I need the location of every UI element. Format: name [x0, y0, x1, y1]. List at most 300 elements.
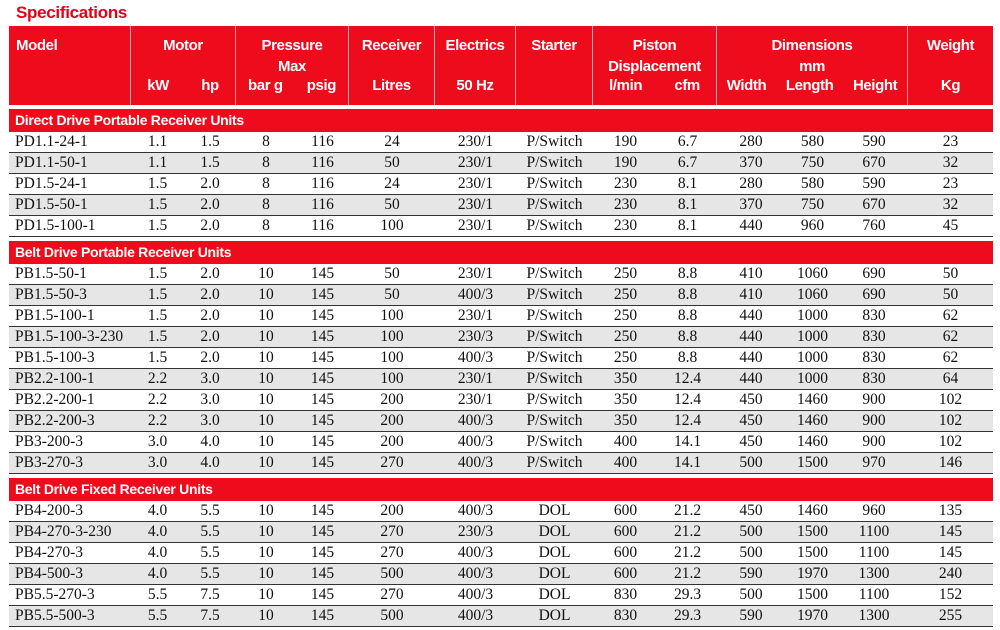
- table-row: [9, 285, 993, 306]
- cell-width: 280: [739, 175, 763, 192]
- cell-height: 1100: [858, 523, 890, 540]
- header-max: Max: [278, 58, 306, 75]
- cell-kw: 2.2: [147, 412, 168, 429]
- cell-l-min: 400: [613, 454, 638, 471]
- cell-weight: 146: [938, 454, 963, 471]
- cell-height: 690: [862, 265, 886, 282]
- cell-cfm: 14.1: [673, 433, 702, 450]
- cell-hp: 5.5: [200, 565, 220, 582]
- header-dimensions-label: Dimensions: [771, 37, 853, 54]
- cell-model: PD1.1-24-1: [15, 133, 88, 150]
- cell-height: 760: [862, 217, 886, 234]
- cell-cfm: 21.2: [673, 565, 702, 582]
- cell-width: 450: [739, 412, 763, 429]
- cell-model: PD1.5-50-1: [15, 196, 88, 213]
- table-row: [9, 522, 993, 543]
- cell-height: 830: [862, 370, 886, 387]
- cell-bar-g: 10: [258, 307, 274, 324]
- header-model: [9, 26, 131, 105]
- cell-l-min: 830: [613, 607, 638, 624]
- cell-hp: 5.5: [200, 523, 220, 540]
- cell-hp: 2.0: [200, 175, 220, 192]
- cell-hp: 4.0: [200, 454, 220, 471]
- cell-psig: 145: [310, 265, 335, 282]
- cell-litres: 270: [380, 544, 404, 561]
- cell-starter: P/Switch: [526, 217, 583, 234]
- cell-bar-g: 10: [258, 454, 274, 471]
- cell-psig: 116: [311, 175, 334, 192]
- cell-hp: 5.5: [200, 544, 220, 561]
- cell-l-min: 230: [613, 175, 638, 192]
- cell-psig: 145: [310, 328, 335, 345]
- cell-electrics: 230/1: [457, 133, 494, 150]
- section-header: Belt Drive Fixed Receiver Units: [9, 478, 993, 501]
- header-width: Width: [726, 77, 767, 94]
- cell-litres: 270: [380, 454, 404, 471]
- cell-height: 970: [862, 454, 886, 471]
- section-header: Direct Drive Portable Receiver Units: [9, 109, 993, 132]
- cell-l-min: 600: [613, 565, 638, 582]
- cell-bar-g: 10: [258, 607, 274, 624]
- cell-cfm: 8.8: [677, 286, 698, 303]
- header-model-label: Model: [16, 37, 58, 54]
- cell-width: 370: [739, 196, 763, 213]
- cell-cfm: 14.1: [673, 454, 702, 471]
- cell-length: 1500: [797, 586, 828, 603]
- cell-starter: P/Switch: [526, 286, 583, 303]
- cell-starter: P/Switch: [526, 265, 583, 282]
- cell-model: PB4-270-3-230: [15, 523, 112, 540]
- cell-hp: 2.0: [200, 328, 220, 345]
- cell-kw: 2.2: [147, 370, 168, 387]
- cell-litres: 24: [384, 175, 400, 192]
- cell-model: PD1.1-50-1: [15, 154, 88, 171]
- cell-hp: 1.5: [200, 154, 220, 171]
- cell-electrics: 400/3: [457, 586, 494, 603]
- cell-cfm: 12.4: [673, 370, 702, 387]
- cell-bar-g: 10: [258, 523, 274, 540]
- header-motor-label: Motor: [163, 37, 203, 54]
- cell-model: PB1.5-50-1: [15, 265, 87, 282]
- cell-bar-g: 8: [262, 217, 270, 234]
- header-piston-label: Piston: [632, 37, 677, 54]
- cell-electrics: 400/3: [457, 544, 494, 561]
- cell-length: 750: [800, 154, 825, 171]
- cell-starter: P/Switch: [526, 412, 583, 429]
- cell-l-min: 250: [613, 349, 638, 366]
- cell-kw: 2.2: [147, 391, 168, 408]
- cell-l-min: 250: [613, 286, 638, 303]
- header-kw: kW: [147, 77, 169, 94]
- cell-width: 500: [739, 454, 763, 471]
- cell-length: 1460: [797, 412, 828, 429]
- cell-kw: 1.1: [147, 154, 168, 171]
- cell-litres: 50: [384, 265, 400, 282]
- cell-litres: 500: [380, 607, 404, 624]
- cell-cfm: 12.4: [673, 412, 702, 429]
- specifications-table: [9, 26, 993, 627]
- cell-weight: 102: [938, 412, 963, 429]
- header-hz: 50 Hz: [456, 77, 494, 94]
- cell-length: 1970: [797, 607, 828, 624]
- cell-bar-g: 10: [258, 433, 274, 450]
- cell-bar-g: 10: [258, 328, 274, 345]
- cell-litres: 100: [380, 370, 404, 387]
- cell-bar-g: 8: [262, 133, 270, 150]
- cell-starter: DOL: [538, 502, 571, 519]
- cell-model: PB1.5-100-3-230: [15, 328, 124, 345]
- cell-psig: 145: [310, 607, 335, 624]
- cell-hp: 4.0: [200, 433, 220, 450]
- cell-bar-g: 8: [262, 154, 270, 171]
- cell-length: 1460: [797, 391, 828, 408]
- cell-width: 370: [739, 154, 763, 171]
- header-starter-label: Starter: [531, 37, 577, 54]
- cell-psig: 145: [310, 454, 335, 471]
- cell-bar-g: 10: [258, 286, 274, 303]
- cell-weight: 50: [942, 265, 959, 282]
- table-row: [9, 606, 993, 627]
- cell-electrics: 230/1: [457, 175, 494, 192]
- header-length: Length: [785, 77, 834, 94]
- cell-weight: 62: [942, 307, 959, 324]
- header-weight: [908, 26, 993, 105]
- table-row: [9, 264, 993, 285]
- cell-l-min: 230: [613, 196, 638, 213]
- cell-psig: 145: [310, 370, 335, 387]
- cell-starter: P/Switch: [526, 391, 583, 408]
- table-body: [9, 109, 993, 627]
- cell-width: 500: [739, 586, 763, 603]
- cell-height: 900: [862, 412, 886, 429]
- cell-width: 440: [739, 307, 763, 324]
- cell-starter: P/Switch: [526, 154, 583, 171]
- cell-electrics: 230/3: [457, 523, 494, 540]
- cell-litres: 270: [380, 523, 404, 540]
- cell-cfm: 6.7: [677, 133, 698, 150]
- cell-height: 1300: [858, 607, 890, 624]
- header-cfm: cfm: [674, 77, 700, 94]
- cell-cfm: 6.7: [677, 154, 698, 171]
- cell-l-min: 250: [613, 328, 638, 345]
- cell-psig: 116: [311, 217, 334, 234]
- cell-cfm: 8.1: [677, 196, 698, 213]
- header-height: Height: [852, 77, 898, 94]
- cell-cfm: 8.1: [677, 217, 698, 234]
- cell-cfm: 21.2: [673, 544, 702, 561]
- cell-width: 590: [739, 565, 763, 582]
- cell-bar-g: 10: [258, 370, 274, 387]
- header-lmin: l/min: [609, 77, 643, 94]
- cell-width: 500: [739, 523, 763, 540]
- cell-bar-g: 10: [258, 349, 274, 366]
- table-row: [9, 411, 993, 432]
- cell-electrics: 400/3: [457, 502, 494, 519]
- cell-model: PB1.5-100-3: [15, 349, 95, 366]
- cell-hp: 2.0: [200, 307, 220, 324]
- table-row: [9, 153, 993, 174]
- cell-cfm: 8.8: [677, 349, 698, 366]
- cell-model: PB3-200-3: [15, 433, 84, 450]
- cell-starter: P/Switch: [526, 328, 583, 345]
- cell-width: 440: [739, 217, 763, 234]
- cell-starter: P/Switch: [526, 349, 583, 366]
- cell-electrics: 230/1: [457, 370, 494, 387]
- cell-weight: 102: [938, 433, 963, 450]
- cell-electrics: 230/1: [457, 265, 494, 282]
- cell-hp: 5.5: [200, 502, 220, 519]
- table-row: [9, 195, 993, 216]
- table-row: [9, 501, 993, 522]
- cell-model: PB2.2-100-1: [15, 370, 95, 387]
- header-dimensions: [717, 26, 908, 105]
- header-weight-label: Weight: [926, 37, 975, 54]
- cell-model: PB5.5-270-3: [15, 586, 95, 603]
- cell-psig: 145: [310, 544, 335, 561]
- cell-l-min: 350: [613, 412, 638, 429]
- header-hp: hp: [201, 77, 219, 94]
- cell-litres: 200: [380, 412, 404, 429]
- cell-electrics: 400/3: [457, 349, 494, 366]
- cell-kw: 4.0: [147, 544, 168, 561]
- cell-kw: 5.5: [147, 586, 168, 603]
- cell-cfm: 29.3: [673, 586, 702, 603]
- cell-cfm: 29.3: [673, 607, 702, 624]
- cell-electrics: 400/3: [457, 454, 494, 471]
- cell-weight: 255: [938, 607, 963, 624]
- cell-kw: 1.5: [147, 196, 168, 213]
- cell-l-min: 350: [613, 391, 638, 408]
- cell-height: 670: [862, 196, 886, 213]
- cell-electrics: 230/1: [457, 307, 494, 324]
- cell-electrics: 230/1: [457, 196, 494, 213]
- cell-length: 1060: [797, 265, 828, 282]
- cell-length: 1460: [797, 502, 828, 519]
- cell-cfm: 21.2: [673, 523, 702, 540]
- cell-litres: 100: [380, 307, 404, 324]
- cell-model: PB3-270-3: [15, 454, 84, 471]
- cell-length: 960: [800, 217, 825, 234]
- cell-model: PB5.5-500-3: [15, 607, 95, 624]
- cell-litres: 100: [380, 217, 404, 234]
- cell-weight: 32: [942, 196, 959, 213]
- cell-width: 500: [739, 544, 763, 561]
- cell-length: 1000: [797, 328, 828, 345]
- cell-model: PB4-270-3: [15, 544, 84, 561]
- header-electrics-label: Electrics: [445, 37, 505, 54]
- table-row: [9, 390, 993, 411]
- cell-l-min: 190: [613, 154, 638, 171]
- header-receiver-label: Receiver: [361, 37, 422, 54]
- cell-kw: 4.0: [147, 523, 168, 540]
- table-row: [9, 564, 993, 585]
- cell-model: PD1.5-100-1: [15, 217, 96, 234]
- cell-starter: DOL: [538, 523, 571, 540]
- cell-litres: 50: [384, 286, 400, 303]
- cell-kw: 1.1: [147, 133, 168, 150]
- cell-psig: 145: [310, 286, 335, 303]
- cell-kw: 3.0: [147, 433, 168, 450]
- table-row: [9, 174, 993, 195]
- cell-electrics: 400/3: [457, 433, 494, 450]
- cell-weight: 145: [938, 544, 963, 561]
- cell-weight: 23: [942, 175, 959, 192]
- table-row: [9, 327, 993, 348]
- cell-kw: 1.5: [147, 265, 168, 282]
- header-barg: bar g: [248, 77, 283, 94]
- cell-psig: 145: [310, 391, 335, 408]
- cell-hp: 7.5: [200, 586, 220, 603]
- cell-electrics: 230/1: [457, 154, 494, 171]
- cell-psig: 145: [310, 523, 335, 540]
- cell-bar-g: 10: [258, 265, 274, 282]
- cell-hp: 2.0: [200, 196, 220, 213]
- cell-hp: 7.5: [200, 607, 220, 624]
- cell-l-min: 190: [613, 133, 638, 150]
- cell-psig: 116: [311, 154, 334, 171]
- cell-l-min: 600: [613, 523, 638, 540]
- cell-starter: DOL: [538, 586, 571, 603]
- cell-litres: 270: [380, 586, 404, 603]
- cell-cfm: 8.8: [677, 307, 698, 324]
- cell-cfm: 21.2: [673, 502, 702, 519]
- cell-height: 830: [862, 307, 886, 324]
- cell-model: PB1.5-100-1: [15, 307, 95, 324]
- cell-kw: 1.5: [147, 175, 168, 192]
- cell-width: 440: [739, 370, 763, 387]
- cell-electrics: 400/3: [457, 286, 494, 303]
- cell-height: 1100: [858, 586, 890, 603]
- cell-length: 1460: [797, 433, 828, 450]
- cell-model: PB1.5-50-3: [15, 286, 87, 303]
- cell-height: 830: [862, 328, 886, 345]
- cell-height: 960: [862, 502, 886, 519]
- cell-width: 440: [739, 328, 763, 345]
- header-pressure-label: Pressure: [261, 37, 323, 54]
- header-receiver: [349, 26, 435, 105]
- cell-starter: P/Switch: [526, 196, 583, 213]
- cell-model: PD1.5-24-1: [15, 175, 88, 192]
- cell-weight: 62: [942, 328, 959, 345]
- cell-hp: 1.5: [200, 133, 220, 150]
- cell-starter: P/Switch: [526, 133, 583, 150]
- cell-width: 450: [739, 391, 763, 408]
- cell-cfm: 8.8: [677, 265, 698, 282]
- cell-weight: 102: [938, 391, 963, 408]
- cell-litres: 100: [380, 349, 404, 366]
- cell-kw: 1.5: [147, 217, 168, 234]
- cell-litres: 200: [380, 391, 404, 408]
- cell-weight: 62: [942, 349, 959, 366]
- cell-psig: 145: [310, 412, 335, 429]
- table-row: [9, 306, 993, 327]
- cell-litres: 100: [380, 328, 404, 345]
- cell-litres: 200: [380, 433, 404, 450]
- cell-l-min: 350: [613, 370, 638, 387]
- cell-electrics: 400/3: [457, 607, 494, 624]
- cell-width: 440: [739, 349, 763, 366]
- cell-hp: 3.0: [200, 412, 220, 429]
- cell-height: 590: [862, 175, 886, 192]
- cell-length: 1970: [797, 565, 828, 582]
- cell-width: 450: [739, 433, 763, 450]
- cell-l-min: 250: [613, 265, 638, 282]
- cell-psig: 145: [310, 433, 335, 450]
- cell-height: 1300: [858, 565, 890, 582]
- table-row: [9, 348, 993, 369]
- cell-model: PB4-200-3: [15, 502, 84, 519]
- cell-kw: 4.0: [147, 502, 168, 519]
- cell-psig: 116: [311, 196, 334, 213]
- cell-l-min: 250: [613, 307, 638, 324]
- table-row: [9, 585, 993, 606]
- cell-litres: 500: [380, 565, 404, 582]
- cell-cfm: 8.8: [677, 328, 698, 345]
- cell-weight: 135: [938, 502, 963, 519]
- table-row: [9, 432, 993, 453]
- cell-starter: DOL: [538, 607, 571, 624]
- page-title: Specifications: [16, 3, 128, 22]
- cell-height: 900: [862, 433, 886, 450]
- table-row: [9, 132, 993, 153]
- cell-length: 750: [800, 196, 825, 213]
- cell-l-min: 830: [613, 586, 638, 603]
- cell-model: PB2.2-200-1: [15, 391, 95, 408]
- cell-weight: 32: [942, 154, 959, 171]
- cell-l-min: 400: [613, 433, 638, 450]
- cell-bar-g: 10: [258, 586, 274, 603]
- cell-litres: 24: [384, 133, 400, 150]
- cell-length: 580: [800, 133, 825, 150]
- cell-starter: P/Switch: [526, 370, 583, 387]
- cell-l-min: 230: [613, 217, 638, 234]
- cell-psig: 145: [310, 349, 335, 366]
- cell-kw: 1.5: [147, 328, 168, 345]
- cell-height: 900: [862, 391, 886, 408]
- cell-starter: P/Switch: [526, 307, 583, 324]
- cell-psig: 116: [311, 133, 334, 150]
- cell-weight: 152: [938, 586, 963, 603]
- cell-height: 1100: [858, 544, 890, 561]
- cell-length: 1500: [797, 523, 828, 540]
- cell-hp: 2.0: [200, 265, 220, 282]
- header-starter: [516, 26, 593, 105]
- cell-width: 280: [739, 133, 763, 150]
- cell-hp: 2.0: [200, 217, 220, 234]
- cell-weight: 64: [942, 370, 959, 387]
- cell-bar-g: 10: [258, 391, 274, 408]
- cell-litres: 200: [380, 502, 404, 519]
- cell-kw: 5.5: [147, 607, 168, 624]
- cell-weight: 240: [938, 565, 963, 582]
- cell-psig: 145: [310, 307, 335, 324]
- section-header: Belt Drive Portable Receiver Units: [9, 241, 993, 264]
- table-row: [9, 216, 993, 237]
- cell-psig: 145: [310, 565, 335, 582]
- cell-hp: 2.0: [200, 286, 220, 303]
- cell-psig: 145: [310, 586, 335, 603]
- cell-cfm: 12.4: [673, 391, 702, 408]
- cell-bar-g: 8: [262, 175, 270, 192]
- table-row: [9, 453, 993, 474]
- cell-weight: 23: [942, 133, 959, 150]
- cell-model: PB2.2-200-3: [15, 412, 95, 429]
- header-kg: Kg: [940, 77, 961, 94]
- cell-width: 410: [739, 286, 763, 303]
- header-piston: [593, 26, 717, 105]
- cell-length: 1000: [797, 307, 828, 324]
- header-displacement: Displacement: [608, 58, 701, 75]
